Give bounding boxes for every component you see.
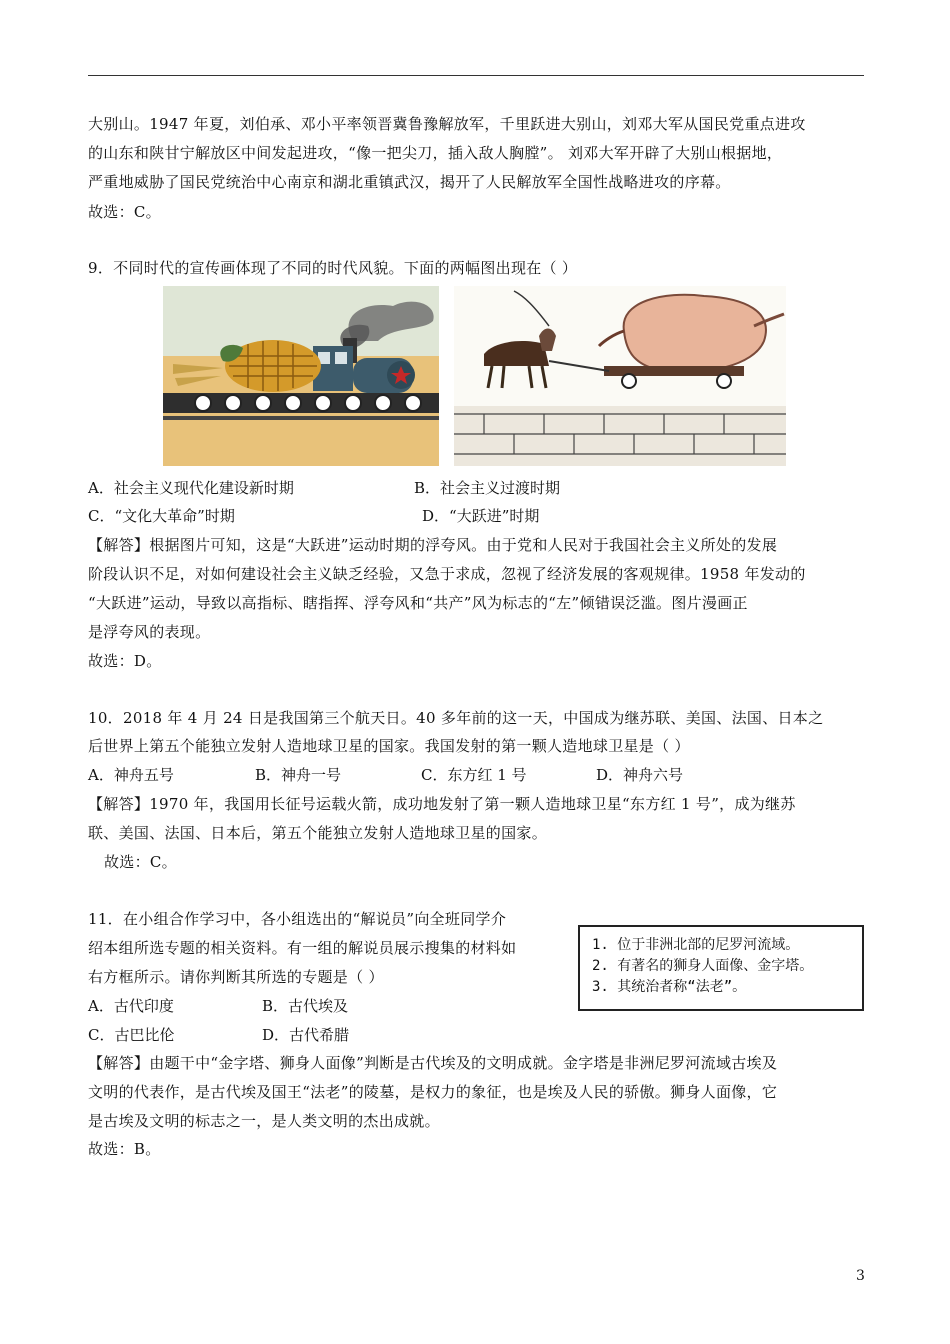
- q11-box-item-3: 3. 其统治者称“法老”。: [592, 979, 747, 995]
- q11-box-item-2: 2. 有著名的狮身人面像、金字塔。: [592, 958, 814, 974]
- poster-grain-train-image: [163, 286, 439, 466]
- q9-stem: 9．不同时代的宣传画体现了不同的时代风貌。下面的两幅图出现在（ ）: [88, 259, 578, 277]
- header-rule: [88, 75, 864, 76]
- q11-option-d: D．古代希腊: [262, 1026, 350, 1044]
- q10-stem-line-1: 10．2018 年 4 月 24 日是我国第三个航天日。40 多年前的这一天，中国成为继苏联、美国、法国、日本之: [88, 709, 824, 727]
- q9-choice: 故选：D。: [88, 652, 162, 670]
- q10-option-c: C．东方红 1 号: [421, 766, 527, 784]
- q9-option-b: B．社会主义过渡时期: [414, 479, 561, 497]
- page-number: 3: [856, 1268, 865, 1284]
- q10-option-b: B．神舟一号: [255, 766, 342, 784]
- q11-answer-line-1: 【解答】由题干中“金字塔、狮身人面像”判断是古代埃及的文明成就。金字塔是非洲尼罗河流域古埃及: [88, 1054, 778, 1072]
- q8-answer-line-1: 大别山。1947 年夏，刘伯承、邓小平率领晋冀鲁豫解放军，千里跃进大别山，刘邓大军从国民党重点进攻: [88, 115, 806, 133]
- q9-option-d: D．“大跃进”时期: [422, 507, 540, 525]
- q11-answer-line-2: 文明的代表作，是古代埃及国王“法老”的陵墓，是权力的象征，也是埃及人民的骄傲。狮身人面像，它: [88, 1083, 778, 1101]
- q9-option-a: A．社会主义现代化建设新时期: [88, 479, 294, 497]
- q11-stem-line-1: 11．在小组合作学习中，各小组选出的“解说员”向全班同学介: [88, 910, 507, 928]
- q11-answer-line-3: 是古埃及文明的标志之一，是人类文明的杰出成就。: [88, 1112, 440, 1130]
- q11-stem-line-3: 右方框所示。请你判断其所选的专题是（ ）: [88, 968, 384, 986]
- q8-choice: 故选：C。: [88, 203, 161, 221]
- q10-option-a: A．神舟五号: [88, 766, 174, 784]
- q8-answer-line-2: 的山东和陕甘宁解放区中间发起进攻，“像一把尖刀，插入敌人胸膛”。 刘邓大军开辟了大别山根据地，: [88, 144, 783, 162]
- q11-choice: 故选：B。: [88, 1140, 161, 1158]
- q10-option-d: D．神舟六号: [596, 766, 684, 784]
- q11-option-c: C．古巴比伦: [88, 1026, 175, 1044]
- q10-choice: 故选：C。: [104, 853, 177, 871]
- q11-option-a: A．古代印度: [88, 997, 174, 1015]
- q9-answer-line-1: 【解答】根据图片可知，这是“大跃进”运动时期的浮夸风。由于党和人民对于我国社会主义所处的发展: [88, 536, 778, 554]
- q11-box-item-1: 1. 位于非洲北部的尼罗河流域。: [592, 937, 800, 953]
- poster-giant-squash-cart-image: [454, 286, 786, 466]
- q8-answer-line-3: 严重地威胁了国民党统治中心南京和湖北重镇武汉，揭开了人民解放军全国性战略进攻的序幕。: [88, 173, 731, 191]
- q9-answer-line-2: 阶段认识不足，对如何建设社会主义缺乏经验，又急于求成，忽视了经济发展的客观规律。1958 年发动的: [88, 565, 806, 583]
- q11-option-b: B．古代埃及: [262, 997, 349, 1015]
- q11-material-box: [578, 925, 864, 1011]
- q10-answer-line-1: 【解答】1970 年，我国用长征号运载火箭，成功地发射了第一颗人造地球卫星“东方红 1 号”，成为继苏: [88, 795, 796, 813]
- q10-stem-line-2: 后世界上第五个能独立发射人造地球卫星的国家。我国发射的第一颗人造地球卫星是（ ）: [88, 737, 690, 755]
- q9-answer-line-3: “大跃进”运动，导致以高指标、瞎指挥、浮夸风和“共产”风为标志的“左”倾错误泛滥。图片漫画正: [88, 594, 748, 612]
- q11-stem-line-2: 绍本组所选专题的相关资料。有一组的解说员展示搜集的材料如: [88, 939, 517, 957]
- q9-answer-line-4: 是浮夸风的表现。: [88, 623, 211, 641]
- q10-answer-line-2: 联、美国、法国、日本后，第五个能独立发射人造地球卫星的国家。: [88, 824, 548, 842]
- q9-option-c: C．“文化大革命”时期: [88, 507, 235, 525]
